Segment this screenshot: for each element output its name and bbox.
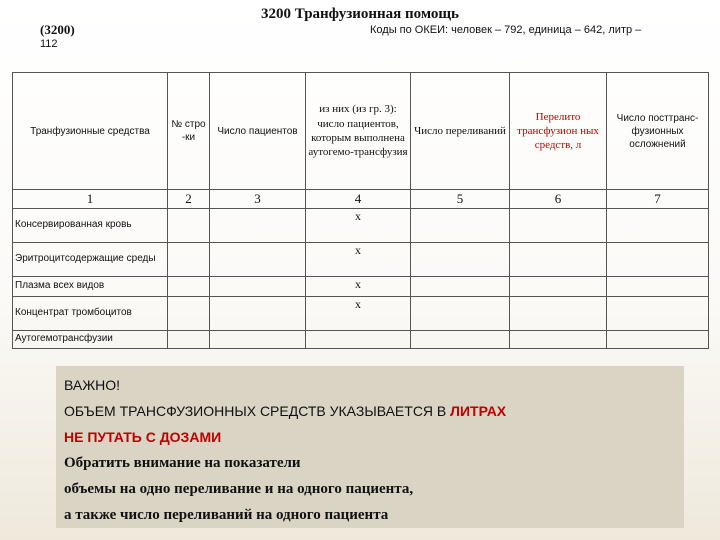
table-cell[interactable] <box>168 243 210 277</box>
table-cell[interactable] <box>210 331 306 349</box>
row-label: Эритроцитсодержащие среды <box>13 243 168 277</box>
table-cell[interactable] <box>168 331 210 349</box>
table-cell-cross: х <box>306 277 411 297</box>
col-number: 7 <box>607 190 709 209</box>
table-cell[interactable] <box>510 297 607 331</box>
table-cell[interactable] <box>210 209 306 243</box>
col-header-autohemo: из них (из гр. 3): число пациентов, которым выполнена аутогемо-трансфузия <box>306 73 411 190</box>
row-label: Концентрат тромбоцитов <box>13 297 168 331</box>
table-cell[interactable] <box>411 243 510 277</box>
col-header-patients: Число пациентов <box>210 73 306 190</box>
table-cell[interactable] <box>210 277 306 297</box>
table-row <box>13 331 709 349</box>
col-number: 5 <box>411 190 510 209</box>
table-cell[interactable] <box>510 209 607 243</box>
table-cell-cross: х <box>306 243 411 277</box>
col-number: 6 <box>510 190 607 209</box>
table-row <box>13 297 709 331</box>
table-cell[interactable] <box>607 331 709 349</box>
col-number: 3 <box>210 190 306 209</box>
table-row <box>13 277 709 297</box>
table-cell-cross: х <box>306 209 411 243</box>
table-cell[interactable] <box>168 297 210 331</box>
row-label: Плазма всех видов <box>13 277 168 297</box>
col-header-complications: Число посттранс-фузионных осложнений <box>607 73 709 190</box>
col-number: 2 <box>168 190 210 209</box>
table-cell[interactable] <box>510 277 607 297</box>
table-cell[interactable] <box>210 297 306 331</box>
table-cell-cross: х <box>306 297 411 331</box>
table-cell[interactable] <box>168 209 210 243</box>
table-header-row <box>13 73 709 190</box>
table-cell[interactable] <box>210 243 306 277</box>
table-row <box>13 243 709 277</box>
form-code: (3200) <box>40 22 75 37</box>
form-code-sub: 112 <box>40 38 58 50</box>
note-attention-line: Обратить внимание на показатели <box>64 455 301 471</box>
col-header-row-number: № стро -ки <box>168 73 210 190</box>
important-note <box>56 366 684 528</box>
transfusion-table <box>12 72 709 349</box>
table-cell[interactable] <box>411 297 510 331</box>
note-doses-warning: НЕ ПУТАТЬ С ДОЗАМИ <box>64 429 222 445</box>
table-cell[interactable] <box>306 331 411 349</box>
note-volumes-line: объемы на одно переливание и на одного пациента, <box>64 481 414 497</box>
table-cell[interactable] <box>607 297 709 331</box>
col-number: 1 <box>13 190 168 209</box>
table-cell[interactable] <box>607 209 709 243</box>
column-number-row <box>13 190 709 209</box>
note-volume-text: ОБЪЕМ ТРАНСФУЗИОННЫХ СРЕДСТВ УКАЗЫВАЕТСЯ В <box>64 403 451 419</box>
table-row <box>13 209 709 243</box>
col-header-transfusions: Число переливаний <box>411 73 510 190</box>
note-liters-highlight: ЛИТРАХ <box>450 403 507 419</box>
table-cell[interactable] <box>510 331 607 349</box>
table-cell[interactable] <box>607 243 709 277</box>
note-volume-line <box>64 398 676 424</box>
table-cell[interactable] <box>411 209 510 243</box>
page-title: 3200 Транфузионная помощь <box>261 6 459 22</box>
col-number: 4 <box>306 190 411 209</box>
row-label: Консервированная кровь <box>13 209 168 243</box>
table-cell[interactable] <box>411 331 510 349</box>
table-cell[interactable] <box>168 277 210 297</box>
col-header-liters: Перелито трансфузион ных средств, л <box>510 73 607 190</box>
note-transfusions-line: а также число переливаний на одного пациента <box>64 507 389 523</box>
table-cell[interactable] <box>607 277 709 297</box>
col-header-means: Транфузионные средства <box>13 73 168 190</box>
table-cell[interactable] <box>411 277 510 297</box>
table-cell[interactable] <box>510 243 607 277</box>
note-heading: ВАЖНО! <box>64 377 121 393</box>
okei-codes: Коды по ОКЕИ: человек – 792, единица – 642, литр – <box>370 24 642 36</box>
row-label: Аутогемотрансфузии <box>13 331 168 349</box>
